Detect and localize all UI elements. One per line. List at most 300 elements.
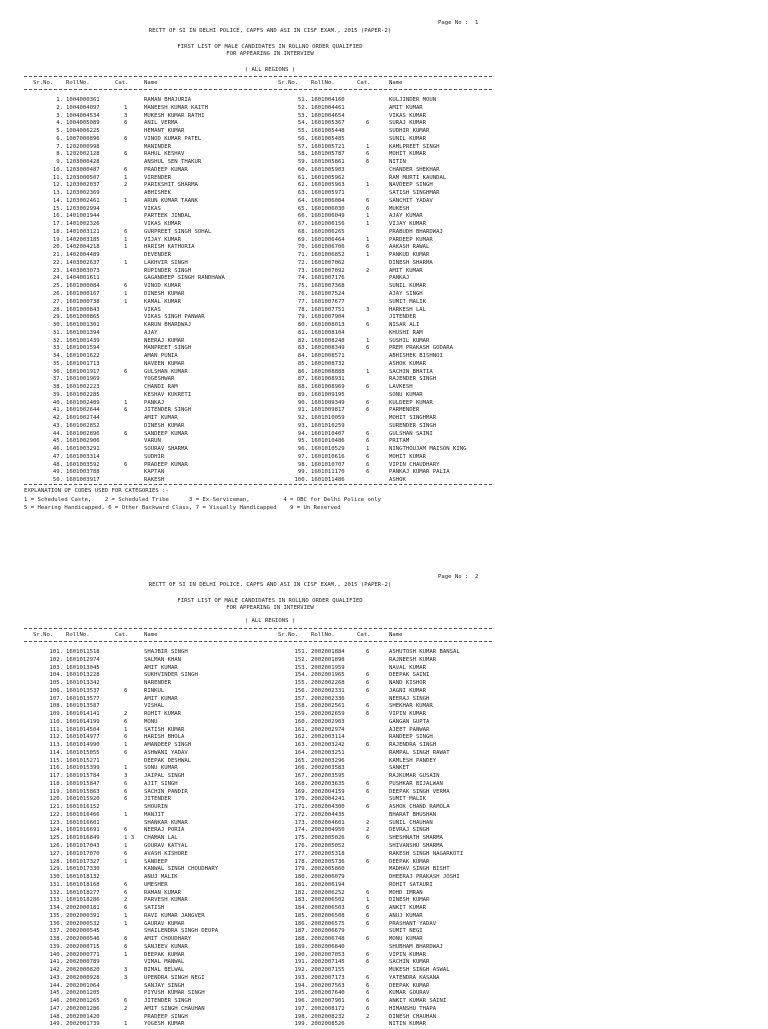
roll-no: 1601007176 [311, 275, 345, 282]
category: 6 [366, 974, 370, 981]
roll-no: 1601000738 [66, 298, 100, 305]
roll-no: 1601008969 [311, 384, 345, 391]
roll-no: 2002001739 [66, 1021, 100, 1028]
candidate-name: VIJAY KUMAR [389, 221, 427, 228]
col-header-cat: Cat. [115, 632, 129, 638]
roll-no: 2002002331 [311, 687, 345, 694]
roll-no: 1601002906 [66, 438, 100, 445]
category: 1 [124, 259, 128, 266]
candidate-name: RAMAN KUMAR [144, 889, 182, 896]
candidate-name: GURPREET SINGH SOHAL [144, 228, 212, 235]
roll-no: 1203000487 [66, 166, 100, 173]
candidate-name: DINESH SHARMA [389, 259, 433, 266]
roll-no: 2002003251 [311, 749, 345, 756]
roll-no: 1601001969 [66, 376, 100, 383]
roll-no: 2002006575 [311, 920, 345, 927]
roll-no: 1601014990 [66, 742, 100, 749]
category: 2 [124, 897, 128, 904]
roll-no: 1601014199 [66, 718, 100, 725]
sr-no: 7. [56, 143, 63, 150]
category: 6 [124, 430, 128, 437]
sr-no: 85. [297, 360, 308, 367]
roll-no: 1601008349 [311, 345, 345, 352]
candidate-name: MONU KUMAR [389, 936, 423, 943]
category: 1 [366, 182, 370, 189]
sr-no: 4. [56, 120, 63, 127]
candidate-name: NAVAL KUMAR [389, 664, 427, 671]
candidate-name: AMIT SINGH CHAUHAN [144, 1005, 205, 1012]
sr-no: 137. [49, 928, 63, 935]
category: 6 [366, 920, 370, 927]
roll-no: 2002003635 [311, 780, 345, 787]
candidate-name: MOHD IMRAN [389, 889, 423, 896]
sr-no: 53. [297, 112, 308, 119]
sr-no: 44. [52, 430, 63, 437]
roll-no: 2002006679 [311, 928, 345, 935]
roll-no: 2002001286 [66, 1005, 100, 1012]
roll-no: 1601011486 [311, 477, 345, 484]
roll-no: 1601008732 [311, 360, 345, 367]
candidate-name: BIMAL BELWAL [144, 967, 185, 974]
sr-no: 189. [294, 943, 308, 950]
roll-no: 1601010259 [311, 422, 345, 429]
candidate-name: AJEET PANWAR [389, 726, 430, 733]
roll-no: 1601005448 [311, 128, 345, 135]
sr-no: 43. [52, 422, 63, 429]
category: 6 [124, 943, 128, 950]
category: 1 [366, 236, 370, 243]
sr-no: 163. [294, 742, 308, 749]
candidate-name: SUNIL KUMAR [389, 283, 427, 290]
page-subtitle-1: FIRST LIST OF MALE CANDIDATES IN ROLLNO ORDER QUALIFIED [177, 598, 363, 604]
category: 6 [366, 912, 370, 919]
sr-no: 177. [294, 850, 308, 857]
sr-no: 76. [297, 291, 308, 297]
sr-no: 194. [294, 982, 308, 989]
category: 6 [366, 804, 370, 811]
roll-no: 1601006156 [311, 221, 345, 228]
candidate-name: PANKAJ [144, 399, 165, 406]
category: 6 [366, 711, 370, 718]
roll-no: 1601018132 [66, 874, 100, 881]
roll-no: 2002000391 [66, 912, 100, 919]
category: 6 [366, 959, 370, 966]
category: 6 [124, 905, 128, 912]
col-header-name-2: Name [389, 80, 403, 86]
category: 6 [366, 205, 370, 212]
candidate-name: PARIKSHIT SHARMA [144, 182, 198, 189]
category: 6 [366, 453, 370, 460]
roll-no: 1601015863 [66, 788, 100, 795]
sr-no: 90. [297, 399, 308, 406]
category: 2 [366, 819, 370, 826]
category: 6 [366, 461, 370, 468]
sr-no: 167. [294, 773, 308, 780]
candidate-name: SACHIN KUMAR [389, 959, 430, 966]
candidate-name: NEERAJ SINGH [389, 695, 430, 702]
sr-no: 103. [49, 664, 63, 671]
category: 1 [366, 446, 370, 453]
sr-no: 81. [297, 329, 308, 336]
sr-no: 28. [52, 306, 63, 313]
category: 6 [124, 850, 128, 857]
candidate-name: KHUSHI RAM [389, 329, 423, 336]
roll-no: 2002004159 [311, 788, 345, 795]
roll-no: 2002003242 [311, 742, 345, 749]
sr-no: 121. [49, 804, 63, 811]
candidate-name: PARDEEP KUMAR [389, 236, 433, 243]
candidate-name: SURENDER SINGH [389, 422, 437, 429]
roll-no: 1601005903 [311, 166, 345, 173]
category: 6 [124, 936, 128, 943]
category: 6 [366, 905, 370, 912]
candidate-name: AMANDEEP SINGH [144, 742, 192, 749]
sr-no: 130. [49, 874, 63, 881]
candidate-name: KAMAL KUMAR [144, 298, 182, 305]
sr-no: 19. [52, 236, 63, 243]
category: 1 [124, 1021, 128, 1028]
roll-no: 2002008232 [311, 1013, 345, 1020]
sr-no: 175. [294, 835, 308, 842]
category: 1 [124, 726, 128, 733]
sr-no: 96. [297, 446, 308, 453]
candidate-name: SHOURIN [144, 804, 168, 811]
category: 1 [366, 143, 370, 150]
candidate-name: SANJAY SINGH [144, 982, 185, 989]
roll-no: 2002008526 [311, 1021, 345, 1028]
roll-no: 1007000896 [66, 135, 100, 142]
category: 6 [366, 345, 370, 352]
roll-no: 2002006079 [311, 874, 345, 881]
sr-no: 107. [49, 695, 63, 702]
roll-no: 1601017330 [66, 866, 100, 873]
roll-no: 1203000507 [66, 174, 100, 181]
candidate-name: SOURAV SHARMA [144, 446, 188, 453]
roll-no: 1601013342 [66, 680, 100, 687]
candidate-name: ARUN KUMAR TAANK [144, 197, 198, 204]
sr-no: 183. [294, 897, 308, 904]
roll-no: 1601007062 [311, 259, 345, 266]
candidate-name: VIMAL MANWAL [144, 959, 185, 966]
category: 6 [366, 788, 370, 795]
roll-no: 1601003314 [66, 453, 100, 460]
roll-no: 1401001944 [66, 213, 100, 220]
candidate-name: ASHWANI YADAV [144, 749, 188, 756]
roll-no: 2002002561 [311, 703, 345, 710]
page-subtitle-2: FOR APPEARING IN INTERVIEW [226, 605, 314, 611]
roll-no: 2002005860 [311, 866, 345, 873]
sr-no: 52. [297, 104, 308, 111]
candidate-name: SONU KUMAR [389, 391, 423, 398]
sr-no: 41. [52, 407, 63, 414]
candidate-name: JITENDER [144, 796, 171, 803]
sr-no: 147. [49, 1005, 63, 1012]
candidate-name: GAGANDEEP SINGH RANDHAWA [144, 275, 225, 282]
sr-no: 1. [56, 97, 63, 103]
candidate-name: PRADEEP KUMAR [144, 166, 188, 173]
roll-no: 1601007092 [311, 267, 345, 274]
candidate-name: SUNIL CHAUHAN [389, 819, 433, 826]
candidate-name: DINESH KUMAR [389, 897, 430, 904]
candidate-name: SHAJBIR SINGH [144, 649, 188, 655]
sr-no: 110. [49, 718, 63, 725]
candidate-name: ANKIT KUMAR SAINI [389, 998, 447, 1005]
category: 6 [124, 135, 128, 142]
category: 6 [366, 322, 370, 329]
sr-no: 193. [294, 974, 308, 981]
roll-no: 1601006004 [311, 197, 345, 204]
category: 6 [366, 889, 370, 896]
roll-no: 1601013577 [66, 695, 100, 702]
candidate-name: PRADEEP SINGH [144, 1013, 188, 1020]
roll-no: 1601015271 [66, 757, 100, 764]
roll-no: 2002004950 [311, 827, 345, 834]
sr-no: 98. [297, 461, 308, 468]
candidate-name: DEEPAK KUMAR [389, 982, 430, 989]
candidate-name: NITIN KUMAR [389, 1021, 427, 1028]
roll-no: 1601007368 [311, 283, 345, 290]
roll-no: 1601010486 [311, 438, 345, 445]
sr-no: 154. [294, 672, 308, 679]
sr-no: 198. [294, 1013, 308, 1020]
candidate-name: UMESHER [144, 881, 168, 888]
category: 1 [366, 897, 370, 904]
candidate-name: MUKESH [389, 205, 410, 212]
roll-no: 1601014977 [66, 734, 100, 741]
roll-no: 1601000865 [66, 314, 100, 321]
roll-no: 2002008172 [311, 1005, 345, 1012]
sr-no: 118. [49, 780, 63, 787]
category: 6 [124, 881, 128, 888]
sr-no: 5. [56, 128, 63, 135]
roll-no: 1601010616 [311, 453, 345, 460]
roll-no: 1601000167 [66, 291, 100, 297]
category: 2 [366, 827, 370, 834]
category: 3 [124, 967, 128, 974]
sr-no: 66. [297, 213, 308, 220]
roll-no: 1601014504 [66, 726, 100, 733]
roll-no: 1601003291 [66, 446, 100, 453]
roll-no: 2002007901 [311, 998, 345, 1005]
candidate-name: VARUN [144, 438, 161, 445]
category: 1 [124, 920, 128, 927]
page-title: RECTT OF SI IN DELHI POLICE, CAPFS AND ASI IN CISF EXAM., 2015 (PAPER-2) [148, 582, 392, 588]
category: 6 [124, 166, 128, 173]
candidate-name: RAJENDRA SINGH [389, 742, 437, 749]
candidate-name: GAURAV KUMAR [144, 920, 185, 927]
roll-no: 1004000361 [66, 97, 100, 103]
sr-no: 26. [52, 291, 63, 297]
roll-no: 1401002326 [66, 221, 100, 228]
roll-no: 1202002128 [66, 151, 100, 158]
roll-no: 1601009817 [311, 407, 345, 414]
col-header-rollno-2: RollNo. [311, 80, 335, 86]
roll-no: 1601008888 [311, 368, 345, 375]
category: 1 [124, 843, 128, 849]
roll-no: 1601008931 [311, 376, 345, 383]
candidate-name: NISAR ALI [389, 322, 420, 329]
sr-no: 182. [294, 889, 308, 896]
candidate-name: VINOD KUMAR [144, 283, 182, 290]
sr-no: 185. [294, 912, 308, 919]
sr-no: 195. [294, 990, 308, 997]
sr-no: 158. [294, 703, 308, 710]
roll-no: 1601007904 [311, 314, 345, 321]
roll-no: 2002007640 [311, 990, 345, 997]
candidate-name: AJAY SINGH [389, 291, 423, 297]
sr-no: 172. [294, 811, 308, 818]
candidate-name: PARMENDER [389, 407, 420, 414]
roll-no: 1601009349 [311, 399, 345, 406]
category: 1 [124, 912, 128, 919]
candidate-name: YOGESHWAR [144, 376, 175, 383]
sr-no: 92. [297, 415, 308, 422]
roll-no: 1601002744 [66, 415, 100, 422]
sr-no: 80. [297, 322, 308, 329]
candidate-name: DINESH KUMAR [144, 422, 185, 429]
roll-no: 1403002637 [66, 259, 100, 266]
roll-no: 1203002037 [66, 182, 100, 189]
sr-no: 178. [294, 858, 308, 865]
sr-no: 97. [297, 453, 308, 460]
candidate-name: PANKAJ KUMAR PALIA [389, 469, 450, 476]
sr-no: 32. [52, 337, 63, 344]
sr-no: 142. [49, 967, 63, 974]
candidate-name: JAIPAL SINGH [144, 773, 185, 780]
roll-no: 1601002285 [66, 391, 100, 398]
roll-no: 2002005052 [311, 843, 345, 849]
candidate-name: KAMLESH PANDEY [389, 757, 437, 764]
sr-no: 84. [297, 353, 308, 360]
sr-no: 190. [294, 951, 308, 958]
candidate-name: CHANDER SHEKHAR [389, 166, 440, 173]
sr-no: 94. [297, 430, 308, 437]
sr-no: 6. [56, 135, 63, 142]
sr-no: 176. [294, 843, 308, 849]
sr-no: 135. [49, 912, 63, 919]
roll-no: 1601002644 [66, 407, 100, 414]
sr-no: 166. [294, 765, 308, 772]
sr-no: 72. [297, 259, 308, 266]
roll-no: 1601007524 [311, 291, 345, 297]
candidate-name: SHANKAR KUMAR [144, 819, 188, 826]
category: 6 [366, 151, 370, 158]
candidate-name: SANDEEP KUMAR [144, 430, 188, 437]
roll-no: 1601005485 [311, 135, 345, 142]
sr-no: 10. [52, 166, 63, 173]
sr-no: 114. [49, 749, 63, 756]
roll-no: 2002000532 [66, 920, 100, 927]
category: 6 [366, 430, 370, 437]
sr-no: 34. [52, 353, 63, 360]
candidate-name: VINOD KUMAR PATEL [144, 135, 202, 142]
sr-no: 88. [297, 384, 308, 391]
sr-no: 153. [294, 664, 308, 671]
roll-no: 2002007173 [311, 974, 345, 981]
candidate-name: MOHIT KUMAR [389, 151, 427, 158]
candidate-name: AJAY KUMAR [389, 213, 423, 220]
candidate-name: ROHIT KUMAR [144, 711, 182, 718]
roll-no: 1601015784 [66, 773, 100, 780]
candidate-name: SUMIT MALIK [389, 796, 427, 803]
roll-no: 2002002336 [311, 695, 345, 702]
category: 6 [124, 151, 128, 158]
roll-no: 1601003788 [66, 469, 100, 476]
roll-no: 2002006503 [311, 905, 345, 912]
roll-no: 1404001611 [66, 275, 100, 282]
sr-no: 140. [49, 951, 63, 958]
category: 3 [124, 974, 128, 981]
sr-no: 162. [294, 734, 308, 741]
roll-no: 1601011170 [311, 469, 345, 476]
divider [24, 89, 492, 90]
sr-no: 42. [52, 415, 63, 422]
category: 6 [124, 788, 128, 795]
candidate-name: KARUN BHARDWAJ [144, 322, 192, 329]
sr-no: 144. [49, 982, 63, 989]
candidate-name: SHEKHAR KUMAR [389, 703, 433, 710]
candidate-name: JITENDER [389, 314, 416, 321]
sr-no: 69. [297, 236, 308, 243]
sr-no: 134. [49, 905, 63, 912]
category: 6 [366, 703, 370, 710]
category: 1 [124, 298, 128, 305]
candidate-name: SALMAN KHAN [144, 656, 182, 663]
roll-no: 1202000998 [66, 143, 100, 150]
candidate-name: SANJEEV KUMAR [144, 943, 188, 950]
candidate-name: NEERAJ PORIA [144, 827, 185, 834]
candidate-name: NARENDER [144, 680, 171, 687]
candidate-name: CHANDI RAM [144, 384, 178, 391]
roll-no: 2002007145 [311, 959, 345, 966]
candidate-name: AMIT KUMAR [389, 104, 423, 111]
category: 6 [366, 982, 370, 989]
col-header-name: Name [144, 632, 158, 638]
roll-no: 1601017070 [66, 850, 100, 857]
sr-no: 128. [49, 858, 63, 865]
sr-no: 74. [297, 275, 308, 282]
category: 1 [124, 858, 128, 865]
candidate-name: ASHOK KUMAR [389, 360, 427, 367]
sr-no: 56. [297, 135, 308, 142]
candidate-name: HEMANT KUMAR [144, 128, 185, 135]
roll-no: 1601006030 [311, 205, 345, 212]
sr-no: 8. [56, 151, 63, 158]
roll-no: 2002003583 [311, 765, 345, 772]
candidate-name: VIKAS SINGH PANWAR [144, 314, 205, 321]
roll-no: 1601003592 [66, 461, 100, 468]
roll-no: 2002002903 [311, 718, 345, 725]
sr-no: 50. [52, 477, 63, 484]
sr-no: 151. [294, 649, 308, 655]
sr-no: 170. [294, 796, 308, 803]
roll-no: 1401003121 [66, 228, 100, 235]
candidate-name: SHESHNATH SHARMA [389, 835, 443, 842]
sr-no: 116. [49, 765, 63, 772]
roll-no: 1601005721 [311, 143, 345, 150]
sr-no: 104. [49, 672, 63, 679]
col-header-srno-2: Sr.No. [278, 632, 299, 638]
roll-no: 1601008571 [311, 353, 345, 360]
candidate-name: ASHOK CHAND RAMOLA [389, 804, 450, 811]
sr-no: 161. [294, 726, 308, 733]
category: 1 [124, 811, 128, 818]
candidate-name: DEEPAK SAINI [389, 672, 430, 679]
roll-no: 1601002409 [66, 399, 100, 406]
sr-no: 100. [294, 477, 308, 484]
category: 1 [124, 104, 128, 111]
page-title: RECTT OF SI IN DELHI POLICE, CAPFS AND ASI IN CISF EXAM., 2015 (PAPER-2) [148, 28, 392, 34]
